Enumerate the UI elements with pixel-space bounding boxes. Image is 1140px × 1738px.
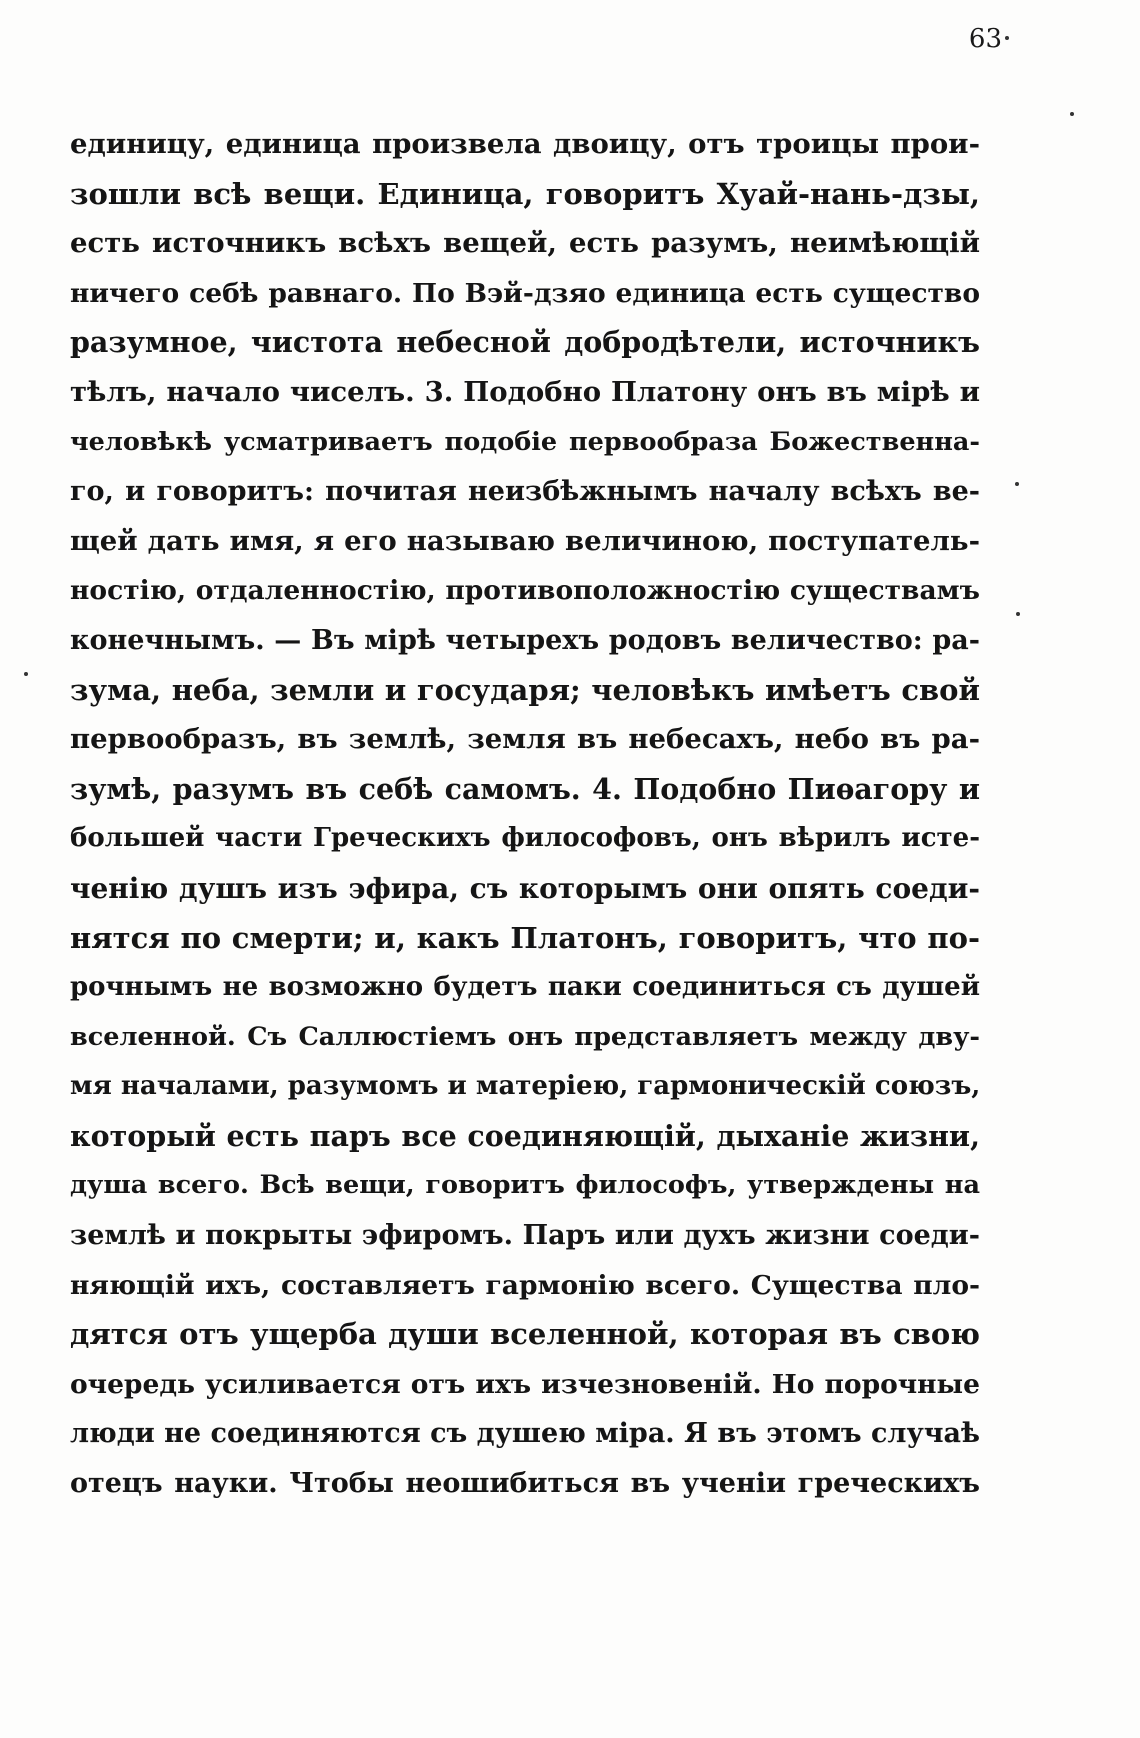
text-line: зума, неба, земли и государя; человѣкъ имѣетъ свой (70, 672, 980, 707)
text-line: ничего себѣ равнаго. По Вэй-дзяо единица есть существо (70, 277, 980, 309)
scan-speck (1005, 36, 1009, 40)
text-line: тѣлъ, начало чиселъ. 3. Подобно Платону онъ въ мiрѣ и (70, 375, 980, 408)
text-line: большей части Греческихъ философовъ, онъ вѣрилъ исте- (70, 823, 980, 854)
text-line: человѣкѣ усматриваетъ подобiе первообраза Божественна- (70, 426, 980, 457)
text-line: няющiй ихъ, составляетъ гармонiю всего. Существа пло- (70, 1269, 980, 1301)
text-line: который есть паръ все соединяющiй, дыханiе жизни, (70, 1118, 980, 1153)
text-line: есть источникъ всѣхъ вещей, есть разумъ, неимѣющiй (70, 227, 980, 260)
text-line: разумное, чистота небесной добродѣтели, источникъ (70, 325, 980, 360)
text-line: отецъ науки. Чтобы неошибиться въ ученiи греческихъ (70, 1468, 980, 1500)
text-line: нятся по смерти; и, какъ Платонъ, говоритъ, что по- (70, 920, 980, 955)
text-line: щей дать имя, я его называю величиною, поступатель- (70, 524, 980, 557)
text-line: ностiю, отдаленностiю, противоположностiю существамъ (70, 575, 980, 607)
scan-speck (1016, 612, 1020, 616)
text-line: го, и говоритъ: почитая неизбѣжнымъ началу всѣхъ ве- (70, 476, 980, 508)
text-line: мя началами, разумомъ и матерiею, гармоническiй союзъ, (70, 1071, 981, 1102)
scan-speck (1070, 112, 1074, 116)
text-line: люди не соединяются съ душею мiра. Я въ этомъ случаѣ (70, 1418, 980, 1450)
text-line: очередь усиливается отъ ихъ изчезновенiй. Но порочные (70, 1368, 980, 1400)
page-number: 63 (968, 24, 1002, 54)
text-line: вселенной. Съ Саллюстiемъ онъ представляетъ между дву- (70, 1021, 980, 1052)
text-line: зумѣ, разумъ въ себѣ самомъ. 4. Подобно Пиѳагору и (70, 771, 980, 806)
scan-speck (24, 672, 28, 676)
text-line: зошли всѣ вещи. Единица, говоритъ Хуай-нань-дзы, (70, 176, 980, 211)
text-line: единицу, единица произвела двоицу, отъ троицы прои- (70, 128, 980, 160)
text-line: рочнымъ не возможно будетъ паки соединиться съ душей (70, 972, 980, 1003)
text-line: конечнымъ. — Въ мiрѣ четырехъ родовъ величество: ра- (70, 624, 980, 656)
body-text (70, 120, 980, 1509)
scan-speck (1015, 482, 1019, 486)
text-line: первообразъ, въ землѣ, земля въ небесахъ, небо въ ра- (70, 723, 980, 756)
text-line: дятся отъ ущерба души вселенной, которая въ свою (70, 1317, 980, 1352)
text-line: землѣ и покрыты эфиромъ. Паръ или духъ жизни соеди- (70, 1220, 980, 1252)
text-line: ченiю душъ изъ эфира, съ которымъ они опять соеди- (70, 871, 980, 905)
text-line: душа всего. Всѣ вещи, говоритъ философъ, утверждены на (70, 1170, 980, 1201)
